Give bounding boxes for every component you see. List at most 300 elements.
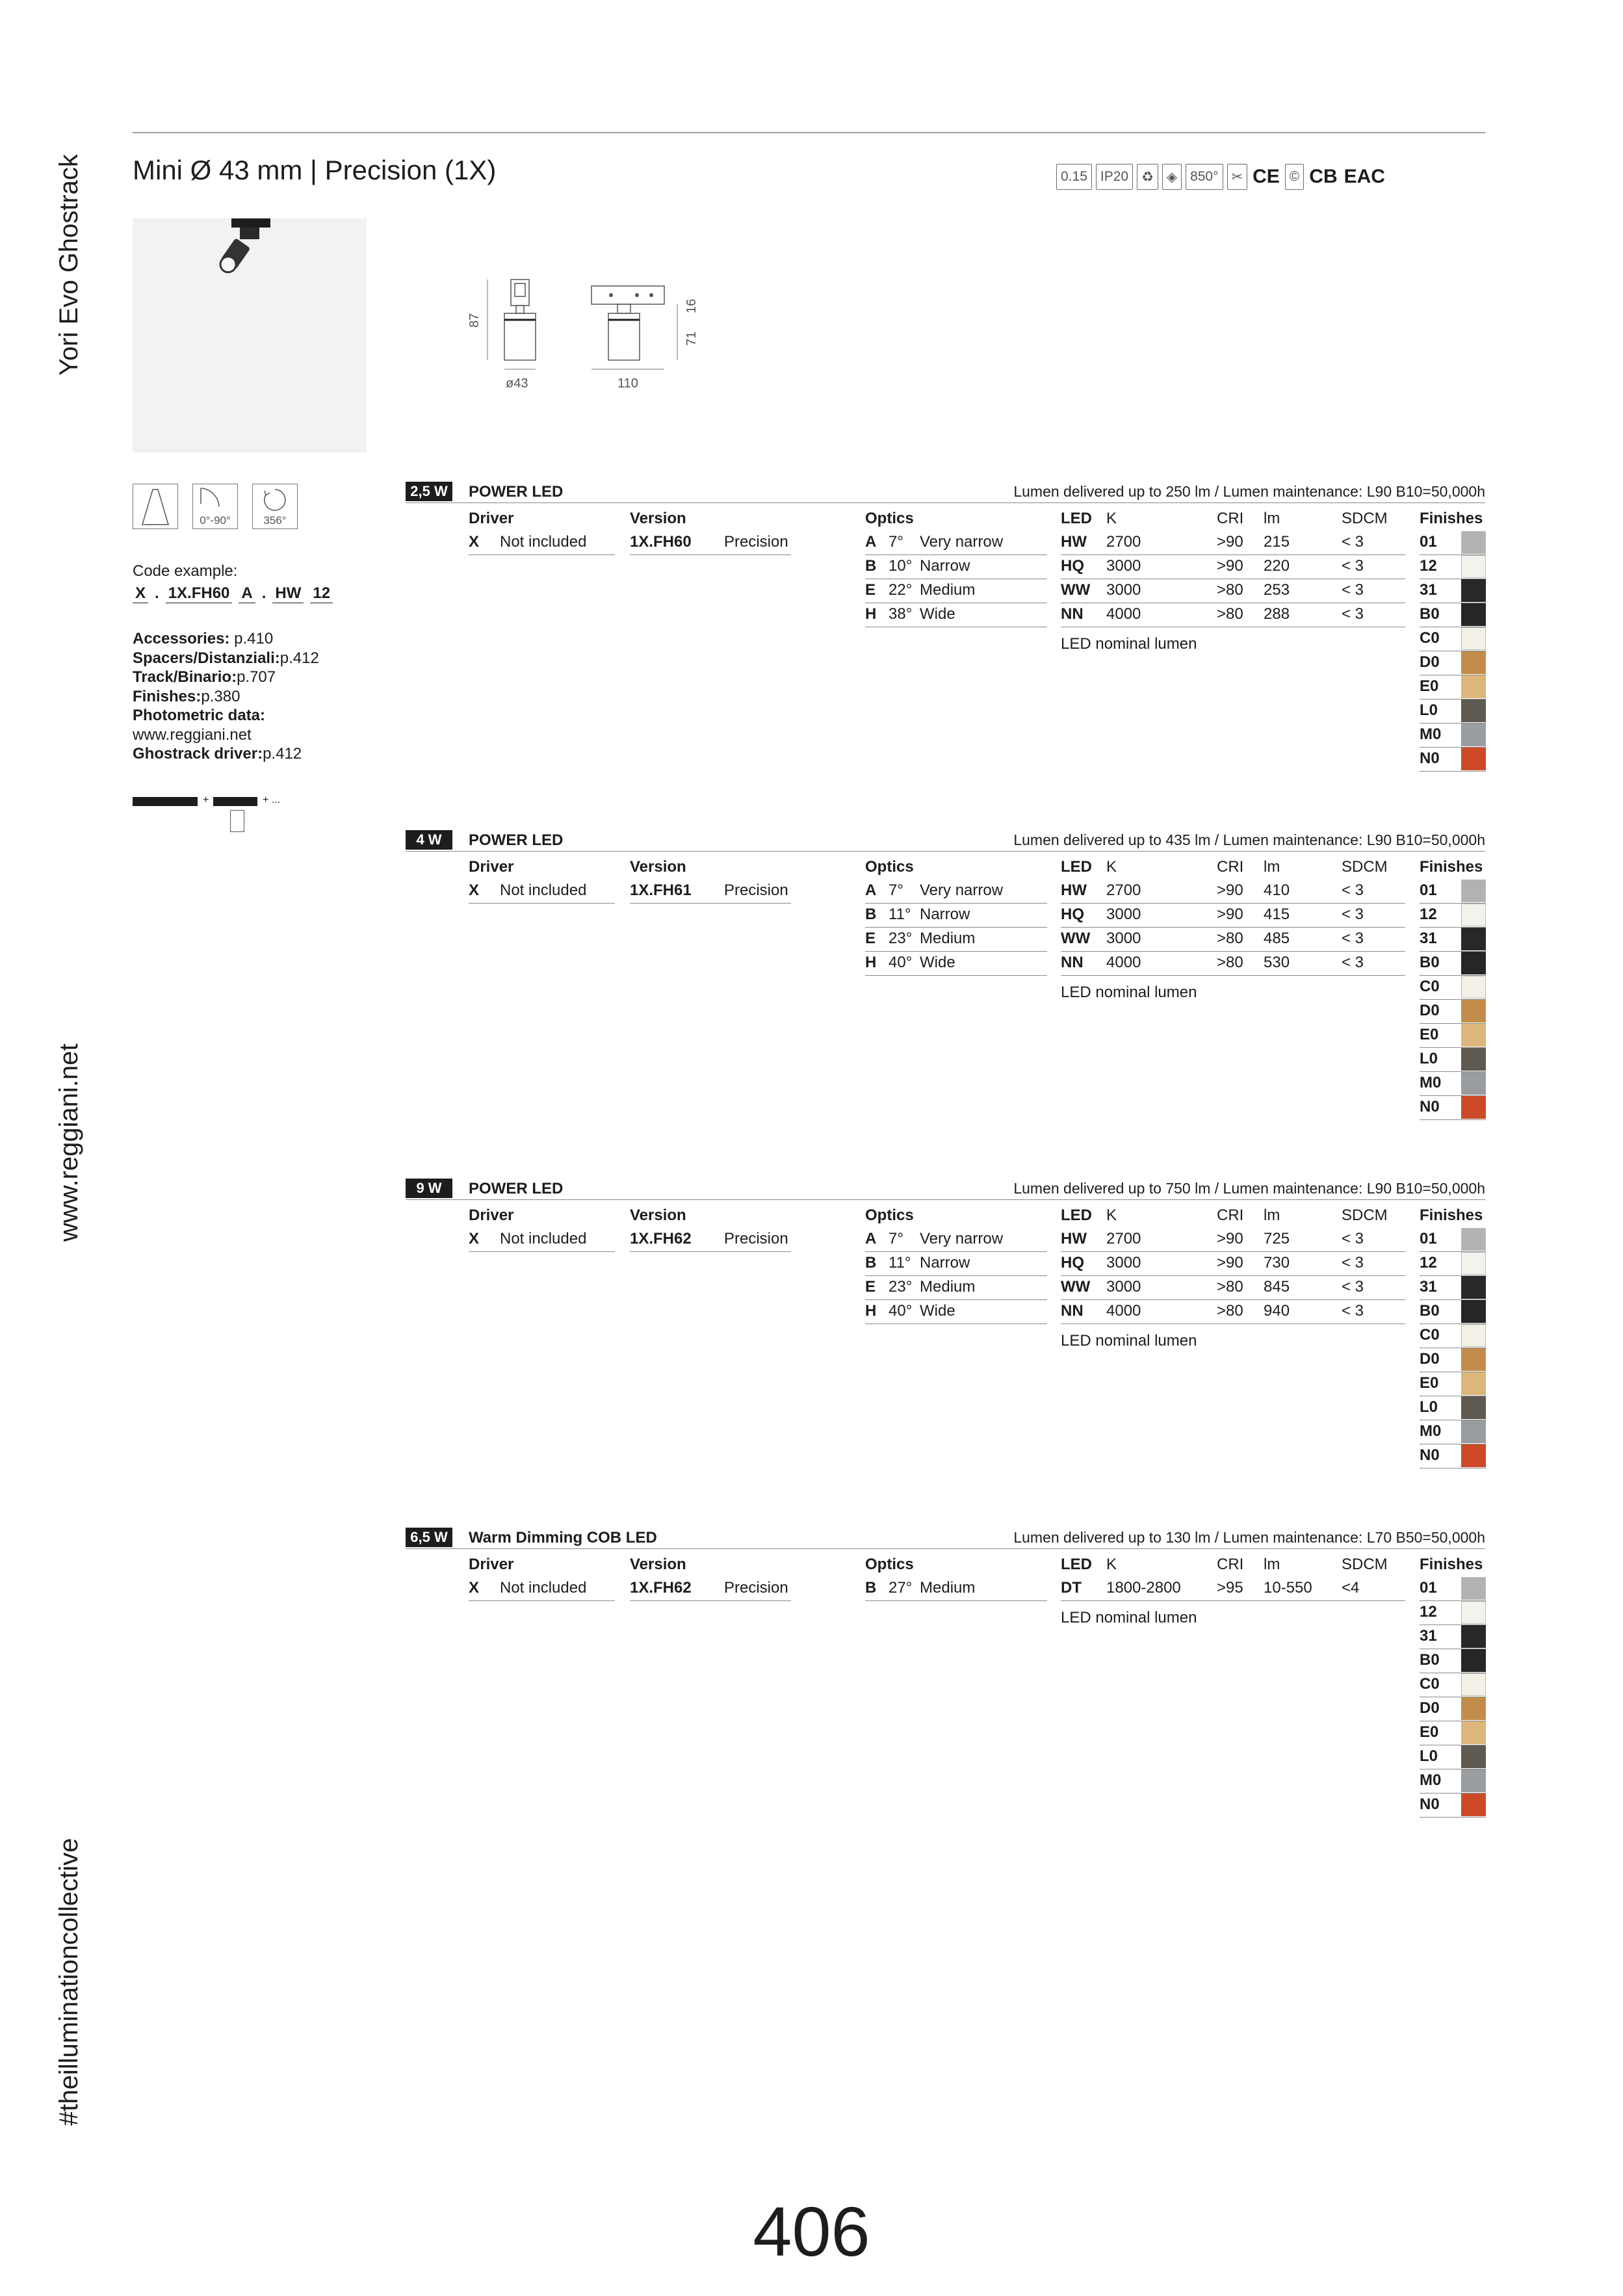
optics-code: B: [865, 1254, 877, 1272]
optics-desc: Wide: [920, 1302, 955, 1320]
version-row: [630, 1577, 791, 1601]
k-header: K: [1106, 1556, 1117, 1573]
led-cri: >80: [1217, 1278, 1243, 1296]
spot-icon: [230, 810, 244, 832]
finish-code: 31: [1420, 930, 1437, 947]
header-rule: [133, 132, 1485, 133]
finish-swatch: [1461, 880, 1486, 902]
optics-row: [865, 1276, 1047, 1300]
finish-row: [1420, 531, 1486, 555]
led-k: 3000: [1106, 1254, 1141, 1272]
finish-row: [1420, 603, 1486, 627]
track-line: [133, 668, 333, 687]
finishes-label: Finishes:: [133, 687, 201, 705]
version-desc: Precision: [724, 1579, 788, 1597]
finish-row: [1420, 579, 1486, 603]
optics-row: [865, 531, 1047, 555]
led-type: POWER LED: [469, 831, 564, 849]
led-row: [1061, 579, 1405, 603]
finish-swatch: [1461, 1673, 1486, 1696]
finish-row: [1420, 1769, 1486, 1794]
led-cri: >90: [1217, 1254, 1243, 1272]
finish-swatch: [1461, 1024, 1486, 1047]
finish-code: E0: [1420, 1723, 1439, 1741]
driver-desc: Not included: [500, 1230, 587, 1247]
optics-code: A: [865, 881, 877, 899]
version-desc: Precision: [724, 881, 788, 899]
led-cri: >80: [1217, 605, 1243, 623]
cert-ccc-icon: ©: [1285, 164, 1304, 190]
led-row: [1061, 1252, 1405, 1276]
info-block: [133, 562, 333, 764]
led-code: NN: [1061, 605, 1084, 623]
optics-angle: 11°: [889, 906, 911, 923]
optics-desc: Narrow: [920, 1254, 970, 1272]
optics-desc: Wide: [920, 605, 955, 623]
finish-swatch: [1461, 1252, 1486, 1275]
optics-desc: Very narrow: [920, 533, 1004, 551]
finish-code: E0: [1420, 677, 1439, 695]
finish-code: N0: [1420, 750, 1440, 767]
code-part: .: [261, 584, 266, 602]
spacers-label: Spacers/Distanziali:: [133, 649, 280, 667]
section-header: [406, 1179, 1485, 1200]
finish-swatch: [1461, 1276, 1486, 1299]
finish-swatch: [1461, 724, 1486, 746]
page-number: 406: [753, 2192, 870, 2271]
led-lm: 253: [1264, 581, 1290, 599]
finishes-header: Finishes: [1420, 1556, 1483, 1573]
optics-code: B: [865, 557, 877, 575]
sdcm-header: SDCM: [1342, 1556, 1388, 1573]
finish-code: L0: [1420, 1398, 1438, 1416]
led-sdcm: < 3: [1342, 930, 1364, 947]
led-cri: >90: [1217, 906, 1243, 923]
led-k: 3000: [1106, 581, 1141, 599]
led-type: Warm Dimming COB LED: [469, 1529, 657, 1546]
cert-ip-icon: IP20: [1096, 164, 1133, 190]
led-code: DT: [1061, 1579, 1082, 1597]
led-sdcm: < 3: [1342, 1302, 1364, 1320]
finish-swatch: [1461, 555, 1486, 578]
k-header: K: [1106, 510, 1117, 527]
finish-swatch: [1461, 1396, 1486, 1419]
led-type: POWER LED: [469, 483, 564, 501]
driver-header: Driver: [469, 510, 514, 527]
finish-row: [1420, 1625, 1486, 1649]
optics-header: Optics: [865, 858, 914, 876]
lumen-info: Lumen delivered up to 435 lm / Lumen maintenance: L90 B10=50,000h: [1013, 831, 1485, 848]
wattage-badge: 6,5 W: [406, 1528, 452, 1547]
finish-swatch: [1461, 1096, 1486, 1119]
k-header: K: [1106, 1207, 1117, 1224]
code-example: [133, 584, 333, 604]
finish-row: [1420, 555, 1486, 579]
led-type: POWER LED: [469, 1180, 564, 1197]
optics-desc: Wide: [920, 954, 955, 971]
driver-desc: Not included: [500, 881, 587, 899]
accessories-label: Accessories:: [133, 630, 230, 647]
finish-code: 31: [1420, 1627, 1437, 1645]
finish-swatch: [1461, 627, 1486, 650]
finish-row: [1420, 1300, 1486, 1324]
finish-code: 01: [1420, 1579, 1437, 1597]
finish-code: D0: [1420, 1002, 1440, 1019]
optics-row: [865, 928, 1047, 952]
sidebar-hashtag: #theilluminationcollective: [55, 1838, 83, 2126]
page-title: Mini Ø 43 mm | Precision (1X): [133, 155, 497, 185]
finish-swatch: [1461, 1697, 1486, 1720]
wattage-badge: 9 W: [406, 1179, 452, 1198]
optics-row: [865, 952, 1047, 976]
optics-desc: Very narrow: [920, 1230, 1004, 1247]
finish-row: [1420, 1601, 1486, 1625]
led-row: [1061, 1276, 1405, 1300]
finish-row: [1420, 627, 1486, 651]
cert-recycle-icon: ♻: [1137, 164, 1158, 190]
led-lm: 215: [1264, 533, 1290, 551]
finish-swatch: [1461, 1625, 1486, 1648]
finish-row: [1420, 1444, 1486, 1468]
led-row: [1061, 531, 1405, 555]
finish-row: [1420, 699, 1486, 724]
code-part: HW: [272, 584, 304, 604]
led-sdcm: < 3: [1342, 881, 1364, 899]
track-more: + ...: [263, 794, 281, 805]
finish-swatch: [1461, 1794, 1486, 1816]
cri-header: CRI: [1217, 858, 1244, 876]
finish-row: [1420, 724, 1486, 748]
led-cri: >90: [1217, 533, 1243, 551]
finish-code: M0: [1420, 1771, 1442, 1789]
certification-icons: [1056, 164, 1386, 190]
sdcm-header: SDCM: [1342, 1207, 1388, 1224]
finishes-line: [133, 687, 333, 707]
led-code: HW: [1061, 881, 1087, 899]
finish-row: [1420, 1024, 1486, 1048]
lm-header: lm: [1264, 858, 1280, 876]
finish-swatch: [1461, 1324, 1486, 1347]
led-column: [1061, 1552, 1405, 1627]
optics-code: A: [865, 533, 877, 551]
finishes-header: Finishes: [1420, 858, 1483, 876]
led-cri: >95: [1217, 1579, 1243, 1597]
led-row: [1061, 1300, 1405, 1324]
optics-code: B: [865, 906, 877, 923]
finish-code: C0: [1420, 1675, 1440, 1693]
finish-row: [1420, 651, 1486, 675]
finish-swatch: [1461, 928, 1486, 950]
finish-row: [1420, 952, 1486, 976]
driver-code: X: [469, 1579, 480, 1597]
accessories-value[interactable]: p.410: [234, 630, 274, 647]
cert-weight-icon: 0.15: [1056, 164, 1092, 190]
led-k: 4000: [1106, 605, 1141, 623]
finish-row: [1420, 1721, 1486, 1745]
led-code: HQ: [1061, 1254, 1084, 1272]
finish-row: [1420, 748, 1486, 772]
lumen-info: Lumen delivered up to 750 lm / Lumen maintenance: L90 B10=50,000h: [1013, 1180, 1485, 1197]
finish-row: [1420, 976, 1486, 1000]
version-header: Version: [630, 858, 686, 876]
finish-row: [1420, 1252, 1486, 1276]
feature-icons: [133, 484, 298, 529]
version-header: Version: [630, 1556, 686, 1573]
driver-header: Driver: [469, 858, 514, 876]
driver-row: [469, 880, 615, 904]
led-nominal-note: LED nominal lumen: [1061, 1332, 1197, 1350]
driver-column: [469, 1203, 615, 1252]
finish-swatch: [1461, 651, 1486, 674]
optics-header: Optics: [865, 510, 914, 527]
optics-header: Optics: [865, 1207, 914, 1224]
finish-row: [1420, 1348, 1486, 1372]
led-k: 3000: [1106, 557, 1141, 575]
finish-code: 31: [1420, 581, 1437, 599]
led-k: 2700: [1106, 881, 1141, 899]
version-row: [630, 531, 791, 555]
led-k: 2700: [1106, 1230, 1141, 1247]
finish-row: [1420, 880, 1486, 904]
optics-row: [865, 904, 1047, 928]
rotation-label: 356°: [263, 514, 287, 527]
spec-section: [406, 1179, 1485, 1464]
finish-swatch: [1461, 976, 1486, 998]
driver-value[interactable]: p.412: [263, 745, 302, 763]
optics-desc: Medium: [920, 930, 976, 947]
led-nominal-note: LED nominal lumen: [1061, 984, 1197, 1001]
tilt-label: 0°-90°: [200, 514, 231, 527]
led-row: [1061, 880, 1405, 904]
spec-section: [406, 482, 1485, 767]
led-k: 3000: [1106, 906, 1141, 923]
version-desc: Precision: [724, 533, 788, 551]
track-segment: [213, 797, 257, 806]
led-row: [1061, 1228, 1405, 1252]
finish-code: M0: [1420, 1074, 1442, 1091]
optics-row: [865, 1577, 1047, 1601]
finish-code: 31: [1420, 1278, 1437, 1296]
led-lm: 10-550: [1264, 1579, 1312, 1597]
finish-row: [1420, 1000, 1486, 1024]
finish-swatch: [1461, 1721, 1486, 1744]
spec-section: [406, 1528, 1485, 1813]
cert-eac-icon: EAC: [1344, 166, 1385, 187]
k-header: K: [1106, 858, 1117, 876]
led-lm: 730: [1264, 1254, 1290, 1272]
product-photo: [133, 218, 367, 452]
led-k: 2700: [1106, 533, 1141, 551]
driver-code: X: [469, 1230, 480, 1247]
finish-row: [1420, 928, 1486, 952]
finish-row: [1420, 1072, 1486, 1096]
finish-swatch: [1461, 1000, 1486, 1023]
finishes-value[interactable]: p.380: [201, 687, 240, 705]
finish-row: [1420, 1794, 1486, 1818]
led-header: LED: [1061, 1556, 1092, 1573]
led-row: [1061, 603, 1405, 627]
optics-desc: Medium: [920, 1579, 976, 1597]
led-sdcm: < 3: [1342, 605, 1364, 623]
led-code: NN: [1061, 1302, 1084, 1320]
optics-desc: Narrow: [920, 557, 970, 575]
driver-header: Driver: [469, 1556, 514, 1573]
driver-row: [469, 1228, 615, 1252]
finishes-column: [1420, 1203, 1486, 1468]
wattage-badge: 4 W: [406, 830, 452, 850]
finish-swatch: [1461, 1228, 1486, 1251]
led-lm: 415: [1264, 906, 1290, 923]
led-sdcm: < 3: [1342, 581, 1364, 599]
finish-code: N0: [1420, 1446, 1440, 1464]
dim-diameter: ø43: [506, 376, 528, 391]
version-column: [630, 1203, 791, 1252]
photometric-label: Photometric data:: [133, 707, 266, 724]
finish-swatch: [1461, 1348, 1486, 1371]
finish-row: [1420, 904, 1486, 928]
led-sdcm: < 3: [1342, 557, 1364, 575]
finish-code: 12: [1420, 1254, 1437, 1272]
finish-code: E0: [1420, 1026, 1439, 1043]
finish-row: [1420, 1577, 1486, 1601]
tilt-icon: [192, 484, 238, 529]
optics-angle: 38°: [889, 605, 913, 623]
led-sdcm: <4: [1342, 1579, 1360, 1597]
led-code: HW: [1061, 533, 1087, 551]
accessories-line: [133, 629, 333, 649]
finish-code: M0: [1420, 725, 1442, 743]
code-part: 12: [310, 584, 333, 604]
track-value[interactable]: p.707: [237, 668, 276, 686]
version-code: 1X.FH62: [630, 1230, 692, 1247]
led-lm: 410: [1264, 881, 1290, 899]
finish-code: 12: [1420, 906, 1437, 923]
driver-column: [469, 1552, 615, 1601]
spacers-value[interactable]: p.412: [279, 649, 319, 667]
led-header: LED: [1061, 858, 1092, 876]
finish-swatch: [1461, 1577, 1486, 1600]
led-column: [1061, 1203, 1405, 1350]
finish-swatch: [1461, 699, 1486, 722]
track-plus: +: [203, 794, 209, 805]
version-column: [630, 506, 791, 555]
code-example-label: Code example:: [133, 562, 238, 580]
dim-top: 16: [684, 298, 699, 313]
finish-code: N0: [1420, 1098, 1440, 1115]
led-sdcm: < 3: [1342, 1278, 1364, 1296]
optics-code: E: [865, 581, 876, 599]
led-row: [1061, 1577, 1405, 1601]
driver-header: Driver: [469, 1207, 514, 1224]
finish-swatch: [1461, 1649, 1486, 1672]
dim-height: 87: [467, 313, 482, 328]
optics-code: A: [865, 1230, 877, 1247]
section-header: [406, 482, 1485, 503]
led-header-row: [1061, 1552, 1405, 1577]
led-sdcm: < 3: [1342, 1254, 1364, 1272]
led-code: WW: [1061, 1278, 1091, 1296]
optics-angle: 7°: [889, 881, 903, 899]
beam-icon: [133, 484, 178, 529]
finish-code: D0: [1420, 653, 1440, 671]
photometric-value[interactable]: www.reggiani.net: [133, 725, 252, 744]
optics-column: [865, 506, 1047, 627]
finish-row: [1420, 1324, 1486, 1348]
led-column: [1061, 855, 1405, 1002]
finish-row: [1420, 1228, 1486, 1252]
rotation-icon: [252, 484, 298, 529]
finish-swatch: [1461, 531, 1486, 554]
driver-column: [469, 506, 615, 555]
cert-no-trash-icon: ✂: [1227, 164, 1248, 190]
finish-swatch: [1461, 675, 1486, 698]
finish-row: [1420, 1396, 1486, 1420]
version-column: [630, 1552, 791, 1601]
cert-glow-wire-icon: 850°: [1186, 164, 1223, 190]
finishes-column: [1420, 855, 1486, 1120]
finish-row: [1420, 1420, 1486, 1444]
finish-code: B0: [1420, 1651, 1440, 1669]
track-label: Track/Binario:: [133, 668, 237, 686]
led-sdcm: < 3: [1342, 1230, 1364, 1247]
optics-code: E: [865, 930, 876, 947]
finish-row: [1420, 1745, 1486, 1769]
led-cri: >90: [1217, 557, 1243, 575]
version-code: 1X.FH61: [630, 881, 692, 899]
lm-header: lm: [1264, 1556, 1280, 1573]
code-part: A: [239, 584, 255, 604]
finish-code: 01: [1420, 881, 1437, 899]
section-header: [406, 1528, 1485, 1549]
optics-row: [865, 1300, 1047, 1324]
version-code: 1X.FH62: [630, 1579, 692, 1597]
led-header: LED: [1061, 1207, 1092, 1224]
finish-code: 01: [1420, 533, 1437, 551]
finish-row: [1420, 1673, 1486, 1697]
version-row: [630, 880, 791, 904]
finishes-header: Finishes: [1420, 1207, 1483, 1224]
led-lm: 485: [1264, 930, 1290, 947]
cert-cb-icon: CB: [1309, 166, 1338, 187]
led-lm: 530: [1264, 954, 1290, 971]
finish-code: C0: [1420, 629, 1440, 647]
optics-desc: Narrow: [920, 906, 970, 923]
led-k: 3000: [1106, 930, 1141, 947]
finish-code: B0: [1420, 954, 1440, 971]
optics-angle: 27°: [889, 1579, 913, 1597]
finishes-column: [1420, 1552, 1486, 1818]
finish-code: M0: [1420, 1422, 1442, 1440]
led-code: NN: [1061, 954, 1084, 971]
driver-line: [133, 744, 333, 764]
lumen-info: Lumen delivered up to 130 lm / Lumen maintenance: L70 B50=50,000h: [1013, 1529, 1485, 1546]
sidebar-website[interactable]: www.reggiani.net: [55, 1043, 83, 1242]
driver-label: Ghostrack driver:: [133, 745, 263, 763]
led-code: WW: [1061, 930, 1091, 947]
driver-desc: Not included: [500, 533, 587, 551]
led-header-row: [1061, 855, 1405, 880]
optics-angle: 22°: [889, 581, 913, 599]
optics-column: [865, 1203, 1047, 1324]
optics-code: B: [865, 1579, 877, 1597]
driver-code: X: [469, 533, 480, 551]
version-code: 1X.FH60: [630, 533, 692, 551]
track-diagram: [133, 793, 289, 839]
finish-swatch: [1461, 748, 1486, 770]
optics-column: [865, 855, 1047, 976]
dim-body: 71: [684, 331, 699, 346]
driver-column: [469, 855, 615, 904]
